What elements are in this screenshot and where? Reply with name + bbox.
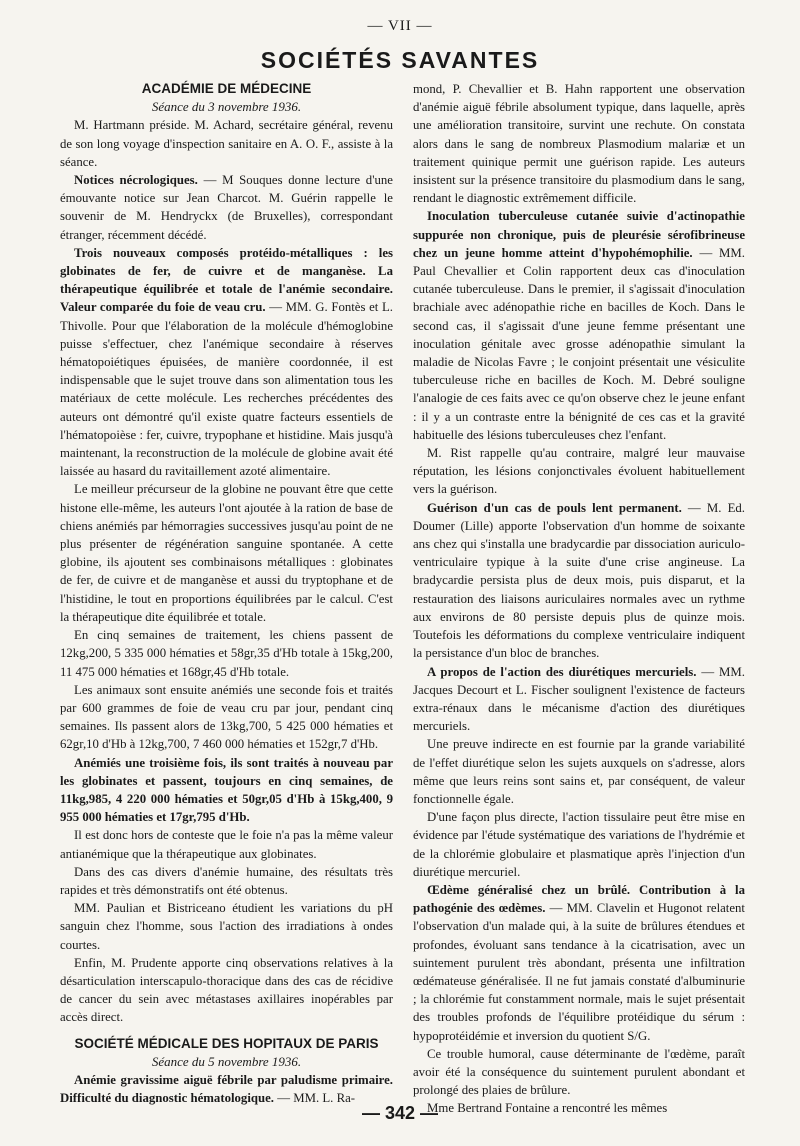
paragraph-guerison	[413, 499, 745, 663]
article-text: — MM. Paul Chevallier et Colin rapportent deux cas d'inoculation cutanée tuberculeuse. Dans le premier, il s'agissait d'inoculation brachiale avec adénopathie riche en bacilles de Koch. Dans le second cas, il s'agissait d'une jeune femme présentant une inoculation génitale avec grosse adénopathie simulant la maladie de Nicolas Favre ; le conjoint présentait une vésiculite tuberculeuse riche en bacilles de Koch. M. Debré souligne l'analogie de ces faits avec ce qu'on observe chez le jeune enfant : il y a un contraste entre la bénignité de ces cas et la gravité habituelle des lésions tuberculeuses chez l'enfant.	[413, 245, 745, 442]
left-column	[60, 80, 393, 1107]
article-text: — MM. Jacques Decourt et L. Fischer soulignent l'existence de facteurs extra-rénaux dans le mécanisme d'action des diurétiques mercuriels.	[413, 664, 745, 734]
article-text: — MM. G. Fontès et L. Thivolle. Pour que l'élaboration de la molécule d'hémoglobine puisse s'effectuer, chez l'anémique secondaire à réserves hématopoiétiques épuisées, de manière coordonnée, il est indispensable que le sujet trouve dans son alimentation tous les matériaux de cette molécule. Les recherches précédentes des auteurs ont démontré qu'il existe quatre facteurs essentiels de l'hématopoièse : fer, cuivre, trypophane et histidine. Mais jusqu'à maintenant, la reconstruction de la molécule de globine avait été laissée au hasard du ravitaillement azoté alimentaire.	[60, 300, 393, 479]
paragraph: Il est donc hors de conteste que le foie n'a pas la même valeur antianémique que la thérapeutique aux globinates.	[60, 828, 393, 861]
society-heading-academie: ACADÉMIE DE MÉDECINE	[141, 81, 312, 96]
paragraph: MM. Paulian et Bistriceano étudient les variations du pH sanguin chez l'homme, sous l'action des irradiations à ondes courtes.	[60, 901, 393, 952]
paragraph: Ce trouble humoral, cause déterminante de l'œdème, paraît avoir été la conséquence du suintement purulent abondant et prolongé des plaies de brûlure.	[413, 1046, 745, 1098]
paragraph: Une preuve indirecte en est fournie par la grande variabilité de l'effet diurétique selon les sujets auxquels on s'adresse, alors même que leurs reins sont sains et, par conséquent, de valeur fonctionnelle égale.	[413, 737, 745, 806]
article-title: Œdème généralisé chez un brûlé. Contribution à la pathogénie des œdèmes.	[413, 882, 745, 916]
paragraph-notices	[60, 171, 393, 244]
paragraph-oedeme	[413, 881, 745, 1045]
paragraph: Les animaux sont ensuite anémiés une seconde fois et traités par 600 grammes de foie de veau cru par jour, pendant cinq semaines. Ils passent alors de 13kg,700, 5 425 000 hématies et 62gr,10 d'Hb à 12kg,700, 7 460 000 hématies et 152gr,7 d'Hb.	[60, 682, 393, 752]
article-text: — M. Ed. Doumer (Lille) apporte l'observation d'un homme de soixante ans chez qui s'installa une bradycardie par dissociation auriculo-ventriculaire typique à la suite d'une crise angineuse. La bradycardie persista plus de deux mois, puis disparut, et la restauration des liaisons auriculaires normales avec un rythme aux environs de 80 persiste depuis plus de quinze mois. Toutefois les déformations du complexe ventriculaire indiquent la persistance d'un bloc de branches.	[413, 500, 745, 661]
paragraph-anemie	[60, 1071, 393, 1107]
seance-date: Séance du 5 novembre 1936.	[151, 1053, 302, 1069]
seance-date: Séance du 3 novembre 1936.	[151, 99, 302, 115]
paragraph: Mme Bertrand Fontaine a rencontré les mêmes	[427, 1101, 668, 1116]
paragraph: Anémiés une troisième fois, ils sont traités à nouveau par les globinates et passent, toujours en cinq semaines, de 11kg,985, 4 220 000 hématies et 50gr,05 d'Hb à 15kg,400, 9 955 000 hématies et 17gr,795 d'Hb.	[60, 755, 393, 825]
paragraph: mond, P. Chevallier et B. Hahn rapportent une observation d'anémie aiguë fébrile absolument typique, dans laquelle, après une amélioration transitoire, survint une rechute. On constata alors dans le sang de nombreux Plasmodium malariæ et un traitement quinique permit une guérison rapide. Les auteurs insistent sur la présence transitoire du plasmodium dans le sang, rendant le diagnostic extrêmement difficile.	[413, 82, 745, 206]
paragraph: M. Hartmann préside. M. Achard, secrétaire général, revenu de son long voyage d'inspection sanitaire en A. O. F., assiste à la séance.	[60, 118, 393, 169]
article-title: Trois nouveaux composés protéido-métalliques : les globinates de fer, de cuivre et de manganèse. La thérapeutique équilibrée et totale de l'anémie secondaire. Valeur comparée du foie de veau cru.	[60, 245, 393, 315]
article-title: Guérison d'un cas de pouls lent permanent.	[427, 500, 682, 515]
paragraph-inoculation	[413, 207, 745, 444]
page-number: — 342 —	[361, 1103, 439, 1123]
article-title: A propos de l'action des diurétiques mercuriels.	[427, 664, 697, 679]
society-heading-hopitaux: SOCIÉTÉ MÉDICALE DES HOPITAUX DE PARIS	[74, 1035, 379, 1051]
article-title: Anémie gravissime aiguë fébrile par paludisme primaire. Difficulté du diagnostic hématologique.	[60, 1072, 393, 1106]
page-roman-numeral: — VII —	[367, 18, 433, 34]
paragraph-diuretiques	[413, 663, 745, 736]
paragraph: Dans des cas divers d'anémie humaine, des résultats très rapides et très démonstratifs ont été obtenus.	[60, 864, 393, 897]
article-text: — MM. L. Ra-	[274, 1091, 356, 1106]
article-title: Inoculation tuberculeuse cutanée suivie d'actinopathie suppurée non chronique, puis de pleurésie sérofibrineuse chez un jeune homme atteint d'hypohémophilie.	[413, 209, 745, 260]
paragraph: En cinq semaines de traitement, les chiens passent de 12kg,200, 5 335 000 hématies et 58gr,35 d'Hb totale à 15kg,200, 11 475 000 hématies et 168gr,45 d'Hb totale.	[60, 628, 393, 679]
section-title: SOCIÉTÉS SAVANTES	[260, 47, 540, 73]
article-text: — MM. Clavelin et Hugonot relatent l'observation d'un malade qui, à la suite de brûlures étendues et profondes, évoluant sans tendance à la cicatrisation, avec un suintement purulent très abondant, présenta une infiltration œdémateuse généralisée. Il ne fut jamais constaté d'albuminurie ; la chlorémie fut constamment normale, mais le sujet présentait des troubles profonds de l'équilibre protéidique du sérum : hypoprotéidémie et inversion du quotient S/G.	[413, 901, 745, 1043]
paragraph: Le meilleur précurseur de la globine ne pouvant être que cette histone elle-même, les auteurs l'ont ajoutée à la ration de base de chiens anémiés par hémorragies successives jusqu'au point de ne plus présenter de régénération sanguine spontanée. A cette globine, ils ajoutent ses combinaisons métalliques : globinates de fer, de cuivre et de manganèse et aussi du tryptophane et de l'histidine, le tout en proportions équilibrées par le calcul. C'est la thérapeutique dite équilibrée et totale.	[60, 482, 393, 624]
article-text: — M Souques donne lecture d'une émouvante notice sur Jean Charcot. M. Guérin rappelle le souvenir de M. Hendryckx (de Bruxelles), correspondant étranger, récemment décédé.	[60, 173, 393, 242]
paragraph-trois	[60, 244, 393, 481]
right-column	[413, 80, 745, 1118]
paragraph: Enfin, M. Prudente apporte cinq observations relatives à la désarticulation interscapulo-thoracique dans des cas de récidive de cancer du sein avec métastases axillaires inopérables par accès direct.	[60, 955, 393, 1025]
paragraph: M. Rist rappelle qu'au contraire, malgré leur mauvaise réputation, les lésions conjonctivales évoluent habituellement vers la guérison.	[413, 446, 745, 497]
article-title: Notices nécrologiques.	[74, 173, 198, 188]
paragraph: D'une façon plus directe, l'action tissulaire peut être mise en évidence par l'étude systématique des variations de l'hydrémie et de la chlorémie globulaire et plasmatique après l'injection d'un diurétique mercuriel.	[413, 810, 745, 879]
